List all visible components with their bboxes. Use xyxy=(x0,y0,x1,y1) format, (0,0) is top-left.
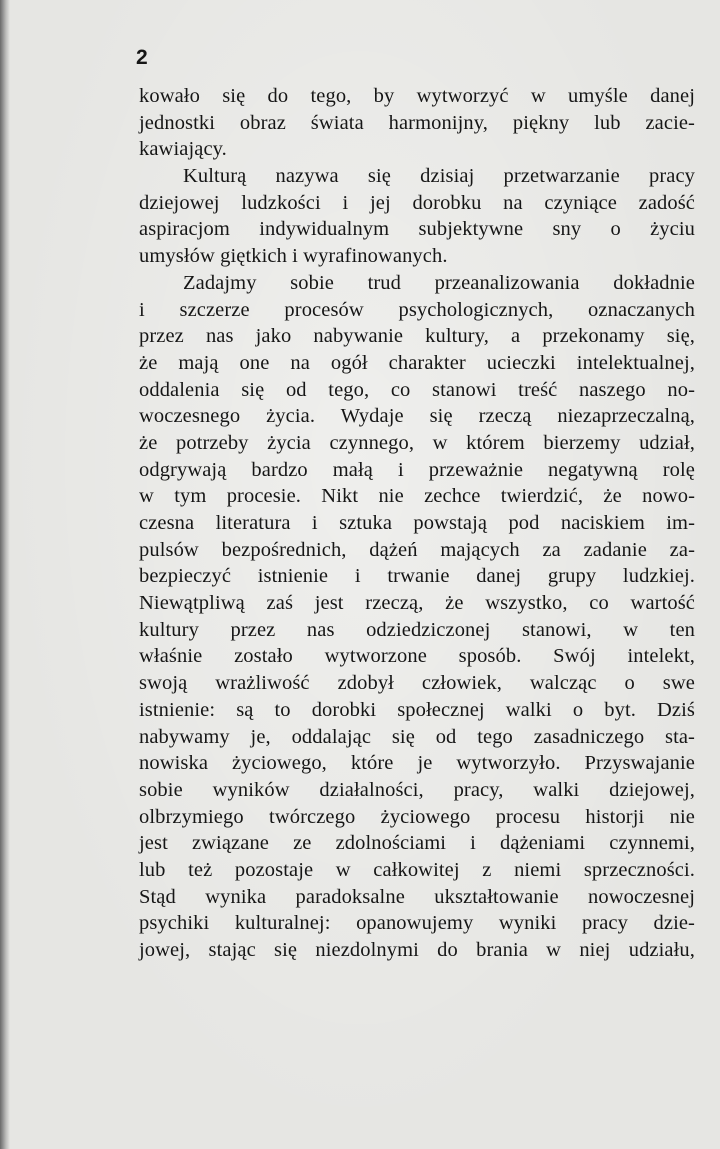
text-line: pulsów bezpośrednich, dążeń mających za zadanie za- xyxy=(139,538,695,561)
text-line: jest związane ze zdolnościami i dążeniami czynnemi, xyxy=(139,832,695,855)
text-line: oddalenia się od tego, co stanowi treść naszego no- xyxy=(139,378,695,401)
text-line: woczesnego życia. Wydaje się rzeczą niezaprzeczalną, xyxy=(139,405,695,428)
text-line: że mają one na ogół charakter ucieczki intelektualnej, xyxy=(139,351,695,374)
text-line: sobie wyników działalności, pracy, walki dziejowej, xyxy=(139,778,695,801)
text-line: aspiracjom indywidualnym subjektywne sny o życiu xyxy=(139,218,695,241)
text-line: czesna literatura i sztuka powstają pod naciskiem im- xyxy=(139,512,695,534)
text-line: jowej, stając się niezdolnymi do brania w niej udziału, xyxy=(139,939,695,961)
text-line: odgrywają bardzo małą i przeważnie negatywną rolę xyxy=(139,458,695,481)
body-text xyxy=(139,83,695,964)
text-line: olbrzymiego twórczego życiowego procesu historji nie xyxy=(139,805,695,828)
text-line: Zadajmy sobie trud przeanalizowania dokładnie xyxy=(183,271,695,294)
text-line: kawiający. xyxy=(139,138,227,161)
text-line: właśnie zostało wytworzone sposób. Swój intelekt, xyxy=(139,645,695,668)
text-line: jednostki obraz świata harmonijny, piękny lub zacie- xyxy=(139,111,695,134)
text-line: umysłów giętkich i wyrafinowanych. xyxy=(139,245,448,268)
text-line: kultury przez nas odziedziczonej stanowi, w ten xyxy=(139,618,695,641)
text-line: lub też pozostaje w całkowitej z niemi sprzeczności. xyxy=(139,858,695,881)
page-number: 2 xyxy=(136,46,148,69)
text-line: nowiska życiowego, które je wytworzyło. Przyswajanie xyxy=(139,752,695,775)
text-line: przez nas jako nabywanie kultury, a przekonamy się, xyxy=(139,325,695,348)
text-line: Kulturą nazywa się dzisiaj przetwarzanie pracy xyxy=(183,165,695,188)
text-line: nabywamy je, oddalając się od tego zasadniczego sta- xyxy=(139,725,695,748)
text-line: Stąd wynika paradoksalne ukształtowanie nowoczesnej xyxy=(139,885,695,908)
text-line: i szczerze procesów psychologicznych, oznaczanych xyxy=(139,298,695,321)
text-line: że potrzeby życia czynnego, w którem bierzemy udział, xyxy=(139,431,695,454)
text-line: swoją wrażliwość zdobył człowiek, walcząc o swe xyxy=(139,672,695,695)
text-line: istnienie: są to dorobki społecznej walki o byt. Dziś xyxy=(139,698,695,721)
text-line: Niewątpliwą zaś jest rzeczą, że wszystko, co wartość xyxy=(139,592,695,615)
text-line: psychiki kulturalnej: opanowujemy wyniki pracy dzie- xyxy=(139,912,695,935)
text-line: w tym procesie. Nikt nie zechce twierdzić, że nowo- xyxy=(139,485,695,508)
text-line: kowało się do tego, by wytworzyć w umyśle danej xyxy=(139,85,695,107)
text-line: dziejowej ludzkości i jej dorobku na czyniące zadość xyxy=(139,191,695,214)
text-line: bezpieczyć istnienie i trwanie danej grupy ludzkiej. xyxy=(139,565,695,588)
page-binding-edge xyxy=(0,0,10,1149)
